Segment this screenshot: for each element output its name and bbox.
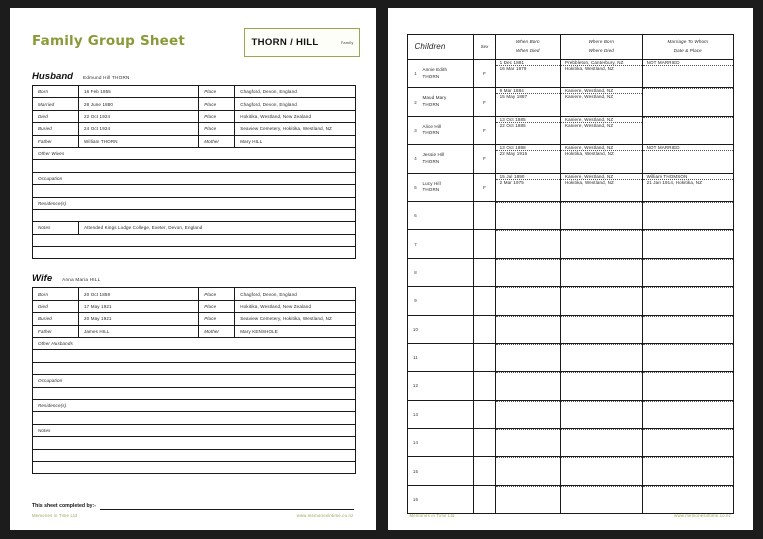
child-name-cell[interactable]	[407, 429, 474, 457]
mother-value[interactable]: Mary KENSHOLE	[235, 325, 355, 337]
child-name-cell[interactable]	[407, 88, 474, 116]
col-header-marriage-date: Date & Place	[673, 48, 702, 53]
child-sex-cell[interactable]	[474, 315, 495, 343]
child-sex-cell[interactable]: F	[474, 173, 495, 201]
child-name-cell[interactable]	[407, 343, 474, 371]
child-dates-cell[interactable]	[495, 343, 560, 371]
col-header-where-died: Where Died	[588, 48, 614, 53]
page-left-footer	[32, 503, 354, 518]
place-value[interactable]: Chagford, Devon, England	[235, 86, 355, 98]
occupation-entry-row[interactable]	[33, 387, 356, 399]
child-places-cell[interactable]	[560, 258, 642, 286]
table-row[interactable]	[407, 88, 734, 116]
other-husbands-entry-row[interactable]	[33, 362, 356, 374]
child-sex-cell[interactable]	[474, 258, 495, 286]
field-label: Married	[33, 98, 79, 110]
child-marriage-cell[interactable]	[642, 315, 733, 343]
wife-label: Wife	[32, 273, 53, 285]
notes-label: Notes	[33, 222, 79, 234]
child-places-cell-top	[561, 259, 642, 260]
child-places-cell-bottom: Kaniere, Westland, NZ	[564, 122, 614, 128]
row-number: 5	[414, 184, 417, 190]
child-dates-cell-top: 1 Dec 1881	[496, 60, 560, 66]
child-marriage-cell[interactable]	[642, 230, 733, 258]
child-places-cell-top	[561, 401, 642, 402]
table-row[interactable]	[407, 116, 734, 144]
residences-row[interactable]	[33, 197, 356, 209]
blank-cell[interactable]	[33, 350, 356, 362]
child-dates-cell[interactable]	[495, 457, 560, 485]
blank-cell[interactable]	[33, 160, 356, 172]
notes-row[interactable]	[33, 424, 356, 436]
child-places-cell-top: Prebbleton, Canterbury, NZ	[561, 60, 642, 66]
child-places-cell[interactable]	[560, 429, 642, 457]
field-label: Father	[33, 325, 79, 337]
child-places-cell-bottom: Kaniere, Westland, NZ	[564, 94, 614, 100]
table-row[interactable]	[407, 201, 734, 229]
child-places-cell[interactable]	[560, 116, 642, 144]
row-number: 16	[412, 497, 419, 503]
col-header-marriage	[642, 35, 733, 60]
table-row[interactable]	[33, 300, 356, 312]
row-number: 15	[412, 468, 419, 474]
family-label: Family	[340, 40, 354, 45]
child-places-cell-bottom: Hokitika, Westland, NZ	[564, 151, 614, 157]
blank-cell[interactable]	[33, 247, 356, 259]
child-sex-cell[interactable]	[474, 372, 495, 400]
sheet-header	[32, 28, 360, 57]
field-value[interactable]: 17 May 1921	[79, 300, 199, 312]
place-label: Place	[199, 123, 235, 135]
child-dates-cell-top	[496, 372, 560, 373]
place-label: Place	[199, 98, 235, 110]
wife-rows	[33, 288, 356, 474]
place-label: Place	[199, 86, 235, 98]
table-row[interactable]	[407, 343, 734, 371]
table-row[interactable]	[33, 86, 356, 98]
table-row[interactable]	[407, 287, 734, 315]
child-marriage-cell[interactable]	[642, 457, 733, 485]
child-marriage-cell-top	[643, 259, 733, 260]
table-row[interactable]	[33, 98, 356, 110]
child-places-cell-top: Kaniere, Westland, NZ	[561, 88, 642, 94]
table-row[interactable]	[33, 123, 356, 135]
residences-entry-row[interactable]	[33, 209, 356, 221]
child-places-cell-top	[561, 230, 642, 231]
brand-label: Memories in Time Ltd	[409, 513, 455, 518]
footer-brand-line	[410, 513, 732, 518]
child-marriage-cell[interactable]	[642, 258, 733, 286]
child-places-cell[interactable]	[560, 173, 642, 201]
child-dates-cell[interactable]	[495, 145, 560, 173]
child-name-cell[interactable]	[407, 230, 474, 258]
child-dates-cell[interactable]	[495, 372, 560, 400]
child-dates-cell-bottom: 2 Mar 1975	[499, 179, 524, 185]
child-dates-cell-bottom: 22 Oct 1885	[499, 122, 526, 128]
child-places-cell-top	[561, 486, 642, 487]
child-marriage-cell-top	[643, 287, 733, 288]
table-row[interactable]	[407, 60, 734, 88]
child-sex-cell[interactable]: F	[474, 88, 495, 116]
child-marriage-cell[interactable]	[642, 400, 733, 428]
child-name: Jessie Hill THORN	[422, 152, 445, 164]
child-places-cell-top: Kaniere, Westland, NZ	[561, 174, 642, 180]
child-dates-cell-top	[496, 344, 560, 345]
child-places-cell[interactable]	[560, 145, 642, 173]
blank-cell[interactable]	[33, 461, 356, 473]
place-value[interactable]: Chagford, Devon, England	[235, 98, 355, 110]
blank-cell[interactable]	[33, 437, 356, 449]
field-label: Buried	[33, 123, 79, 135]
blank-cell[interactable]	[33, 412, 356, 424]
row-number: 6	[414, 213, 417, 219]
child-marriage-cell-top	[643, 230, 733, 231]
child-marriage-cell-top	[643, 344, 733, 345]
child-dates-cell-top	[496, 202, 560, 203]
table-row[interactable]	[33, 313, 356, 325]
notes-entry-row[interactable]	[33, 234, 356, 246]
husband-rows	[33, 86, 356, 259]
child-marriage-cell-top	[643, 401, 733, 402]
row-number: 12	[412, 383, 419, 389]
child-dates-cell[interactable]	[495, 173, 560, 201]
field-label: Born	[33, 86, 79, 98]
row-number: 13	[412, 411, 419, 417]
child-marriage-cell-top	[643, 202, 733, 203]
child-marriage-cell-top	[643, 429, 733, 430]
blank-cell[interactable]	[33, 185, 356, 197]
child-name-cell[interactable]	[407, 457, 474, 485]
notes-entry-row[interactable]	[33, 461, 356, 473]
place-label: Place	[199, 300, 235, 312]
child-sex-cell[interactable]: F	[474, 116, 495, 144]
child-dates-cell-top	[496, 316, 560, 317]
row-number: 3	[414, 127, 417, 133]
child-name-cell[interactable]	[407, 287, 474, 315]
child-places-cell-bottom: Hokitika, Westland, NZ	[564, 179, 614, 185]
family-name-box[interactable]	[244, 28, 360, 57]
child-marriage-cell[interactable]	[642, 60, 733, 88]
children-table	[407, 34, 735, 514]
mother-label: Mother	[199, 135, 235, 147]
notes-row[interactable]	[33, 222, 356, 234]
header-row	[407, 35, 734, 60]
child-marriage-cell-top	[643, 316, 733, 317]
child-places-cell[interactable]	[560, 287, 642, 315]
table-row[interactable]	[407, 429, 734, 457]
child-name-cell[interactable]	[407, 145, 474, 173]
child-marriage-cell-top	[643, 88, 733, 89]
field-value[interactable]: 16 Feb 1855	[79, 86, 199, 98]
col-header-where-born: Where Born	[588, 39, 614, 45]
husband-label: Husband	[32, 71, 74, 82]
child-marriage-cell[interactable]	[642, 372, 733, 400]
col-header-marriage-to: Marriage To Whom	[667, 39, 709, 45]
row-number: 1	[414, 71, 417, 77]
footer-brand-line	[32, 513, 354, 518]
child-marriage-cell-bottom: 21 Jan 1914, Hokitika, NZ	[646, 179, 703, 185]
other-husbands-row[interactable]	[33, 338, 356, 350]
child-marriage-cell[interactable]	[642, 88, 733, 116]
child-dates-cell[interactable]	[495, 60, 560, 88]
field-value[interactable]: 24 Oct 1924	[79, 123, 199, 135]
child-marriage-cell-top	[643, 457, 733, 458]
child-places-cell-top: Kaniere, Westland, NZ	[561, 145, 642, 151]
col-header-when-died: When Died	[515, 48, 540, 53]
child-dates-cell-top	[496, 429, 560, 430]
child-dates-cell-top: 13 Oct 1888	[496, 145, 560, 151]
residences-label: Residence(s)	[33, 399, 356, 411]
child-places-cell[interactable]	[560, 457, 642, 485]
child-marriage-cell[interactable]	[642, 173, 733, 201]
children-table-header	[407, 35, 734, 60]
occupation-label: Occupation	[33, 172, 356, 184]
child-places-cell[interactable]	[560, 230, 642, 258]
field-value[interactable]: 20 May 1921	[79, 313, 199, 325]
residences-label: Residence(s)	[33, 197, 356, 209]
row-number: 11	[413, 355, 418, 361]
table-row[interactable]	[33, 135, 356, 147]
residences-row[interactable]	[33, 399, 356, 411]
child-sex-cell[interactable]	[474, 429, 495, 457]
field-label: Father	[33, 135, 79, 147]
field-value[interactable]: William THORN	[79, 135, 199, 147]
child-sex-cell[interactable]	[474, 230, 495, 258]
page-title: Family Group Sheet	[32, 33, 186, 49]
field-label: Died	[33, 300, 79, 312]
other-wives-label: Other Wives	[33, 147, 356, 159]
occupation-entry-row[interactable]	[33, 185, 356, 197]
child-marriage-cell-top	[643, 117, 733, 118]
child-dates-cell-top: 15 Jul 1890	[496, 174, 560, 180]
field-label: Died	[33, 110, 79, 122]
col-header-children: Children	[407, 35, 474, 60]
completed-by-label: This sheet completed by:-	[32, 503, 96, 509]
completed-by-input[interactable]	[100, 503, 354, 510]
col-header-when	[495, 35, 560, 60]
row-number: 14	[412, 440, 419, 446]
child-marriage-cell-top: NOT MARRIED	[643, 145, 733, 151]
child-name: Alice Hill THORN	[422, 123, 442, 136]
child-dates-cell-top	[496, 259, 560, 260]
child-name-cell[interactable]	[407, 201, 474, 229]
child-places-cell-top	[561, 287, 642, 288]
other-wives-row[interactable]	[33, 147, 356, 159]
child-places-cell[interactable]	[560, 400, 642, 428]
child-name-cell[interactable]	[407, 400, 474, 428]
table-row[interactable]	[407, 230, 734, 258]
place-value[interactable]: Hokitika, Westland, New Zealand	[235, 110, 355, 122]
child-places-cell-top	[561, 457, 642, 458]
child-dates-cell[interactable]	[495, 88, 560, 116]
child-marriage-cell-top: William THOMSON	[643, 174, 733, 180]
website-link[interactable]: www.memoriesintime.co.nz	[296, 513, 354, 518]
place-value[interactable]: Seaview Cemetery, Hokitika, Westland, NZ	[235, 313, 355, 325]
other-husbands-label: Other Husbands	[33, 338, 356, 350]
child-places-cell[interactable]	[560, 60, 642, 88]
child-dates-cell-top	[496, 230, 560, 231]
child-name-cell[interactable]	[407, 315, 474, 343]
table-row[interactable]	[407, 315, 734, 343]
field-value[interactable]: James HILL	[79, 325, 199, 337]
husband-name: Edmund Hill THORN	[83, 75, 130, 80]
table-row[interactable]	[33, 110, 356, 122]
child-name-cell[interactable]	[407, 60, 474, 88]
occupation-row[interactable]	[33, 172, 356, 184]
notes-entry-row[interactable]	[33, 247, 356, 259]
child-dates-cell[interactable]	[495, 116, 560, 144]
child-dates-cell[interactable]	[495, 230, 560, 258]
place-value[interactable]: Chagford, Devon, England	[235, 288, 355, 300]
child-places-cell[interactable]	[560, 315, 642, 343]
child-places-cell-top	[561, 344, 642, 345]
child-sex-cell[interactable]: F	[474, 60, 495, 88]
blank-cell[interactable]	[33, 234, 356, 246]
child-marriage-cell-top: NOT MARRIED	[643, 60, 733, 66]
child-dates-cell-bottom: 16 Mar 1979	[499, 66, 527, 71]
child-dates-cell-top: 13 Oct 1885	[496, 117, 560, 123]
place-value[interactable]: Seaview Cemetery, Hokitika, Westland, NZ	[235, 123, 355, 135]
child-places-cell[interactable]	[560, 201, 642, 229]
notes-entry-row[interactable]	[33, 437, 356, 449]
wife-name: Anna Maria HILL	[62, 277, 101, 283]
child-marriage-cell[interactable]	[642, 429, 733, 457]
child-sex-cell[interactable]: F	[474, 145, 495, 173]
field-value[interactable]: 28 June 1880	[79, 98, 199, 110]
child-dates-cell-top	[496, 401, 560, 402]
child-places-cell-bottom: Hokitika, Westland, NZ	[564, 66, 614, 71]
occupation-row[interactable]	[33, 375, 356, 387]
child-places-cell-top	[561, 372, 642, 373]
blank-cell[interactable]	[33, 387, 356, 399]
row-number: 2	[414, 99, 417, 105]
place-label: Place	[199, 288, 235, 300]
table-row[interactable]	[33, 288, 356, 300]
family-name-value: THORN / HILL	[251, 37, 319, 48]
child-dates-cell[interactable]	[495, 258, 560, 286]
child-sex-cell[interactable]	[474, 457, 495, 485]
table-row[interactable]	[407, 258, 734, 286]
website-link[interactable]: www.memoriesintime.co.nz	[674, 513, 731, 518]
child-places-cell-top	[561, 429, 642, 430]
place-label: Place	[199, 313, 235, 325]
child-dates-cell-top	[496, 287, 560, 288]
child-marriage-cell[interactable]	[642, 287, 733, 315]
children-table-body	[407, 60, 734, 514]
child-dates-cell-bottom: 22 May 1916	[499, 151, 528, 157]
child-name-cell[interactable]	[407, 173, 474, 201]
row-number: 4	[414, 156, 417, 162]
row-number: 7	[414, 241, 417, 247]
other-husbands-entry-row[interactable]	[33, 350, 356, 362]
table-row[interactable]	[33, 325, 356, 337]
child-name: Annie Edith THORN	[422, 66, 448, 79]
page-left	[10, 8, 376, 530]
table-row[interactable]	[407, 372, 734, 400]
notes-entry-row[interactable]	[33, 449, 356, 461]
mother-label: Mother	[199, 325, 235, 337]
child-dates-cell-top	[496, 486, 560, 487]
husband-detail-table	[32, 85, 356, 259]
field-value[interactable]: 20 Oct 1859	[79, 288, 199, 300]
child-marriage-cell[interactable]	[642, 343, 733, 371]
row-number: 9	[414, 298, 417, 304]
child-sex-cell[interactable]	[474, 343, 495, 371]
child-places-cell[interactable]	[560, 343, 642, 371]
field-value[interactable]: 22 Oct 1924	[79, 110, 199, 122]
child-marriage-cell-top	[643, 486, 733, 487]
child-dates-cell-top	[496, 457, 560, 458]
field-label: Born	[33, 288, 79, 300]
col-header-when-born: When Born	[515, 39, 540, 45]
field-label: Buried	[33, 313, 79, 325]
child-dates-cell[interactable]	[495, 429, 560, 457]
child-name-cell[interactable]	[407, 258, 474, 286]
child-dates-cell-bottom: 15 May 1887	[499, 94, 528, 100]
table-row[interactable]	[407, 145, 734, 173]
child-name-cell[interactable]	[407, 372, 474, 400]
blank-cell[interactable]	[33, 362, 356, 374]
wife-detail-table	[32, 287, 356, 474]
col-header-where	[560, 35, 642, 60]
table-row[interactable]	[407, 400, 734, 428]
table-row[interactable]	[407, 457, 734, 485]
child-sex-cell[interactable]	[474, 287, 495, 315]
page-right	[388, 8, 754, 530]
mother-value[interactable]: Mary HILL	[235, 135, 355, 147]
child-sex-cell[interactable]	[474, 400, 495, 428]
child-dates-cell[interactable]	[495, 201, 560, 229]
child-dates-cell[interactable]	[495, 315, 560, 343]
brand-label: Memories in Time Ltd	[32, 513, 78, 518]
husband-section-header	[32, 71, 364, 82]
row-number: 8	[414, 269, 417, 275]
child-places-cell[interactable]	[560, 372, 642, 400]
child-places-cell-top: Kaniere, Westland, NZ	[561, 117, 642, 123]
child-marriage-cell[interactable]	[642, 145, 733, 173]
child-places-cell[interactable]	[560, 88, 642, 116]
child-name: Maud Mary THORN	[422, 95, 447, 108]
notes-value[interactable]: Attended Kings Lodge College, Exeter, Devon, England	[79, 222, 356, 234]
place-value[interactable]: Hokitika, Westland, New Zealand	[235, 300, 355, 312]
child-marriage-cell[interactable]	[642, 201, 733, 229]
page-right-footer	[410, 510, 732, 518]
child-places-cell-top	[561, 202, 642, 203]
child-marriage-cell[interactable]	[642, 116, 733, 144]
other-wives-entry-row[interactable]	[33, 160, 356, 172]
child-dates-cell-top: 9 Mar 1884	[496, 88, 560, 94]
notes-label: Notes	[33, 424, 356, 436]
child-marriage-cell-top	[643, 372, 733, 373]
residences-entry-row[interactable]	[33, 412, 356, 424]
blank-cell[interactable]	[33, 449, 356, 461]
col-header-sex: Sex	[474, 35, 495, 60]
completed-by-line	[32, 503, 354, 510]
blank-cell[interactable]	[33, 209, 356, 221]
table-row[interactable]	[407, 173, 734, 201]
child-dates-cell[interactable]	[495, 287, 560, 315]
row-number: 10	[412, 326, 419, 332]
place-label: Place	[199, 110, 235, 122]
child-places-cell-top	[561, 316, 642, 317]
child-dates-cell[interactable]	[495, 400, 560, 428]
child-name: Lucy Hill THORN	[422, 180, 441, 193]
occupation-label: Occupation	[33, 375, 356, 387]
wife-section-header	[32, 273, 364, 284]
child-sex-cell[interactable]	[474, 201, 495, 229]
child-name-cell[interactable]	[407, 116, 474, 144]
